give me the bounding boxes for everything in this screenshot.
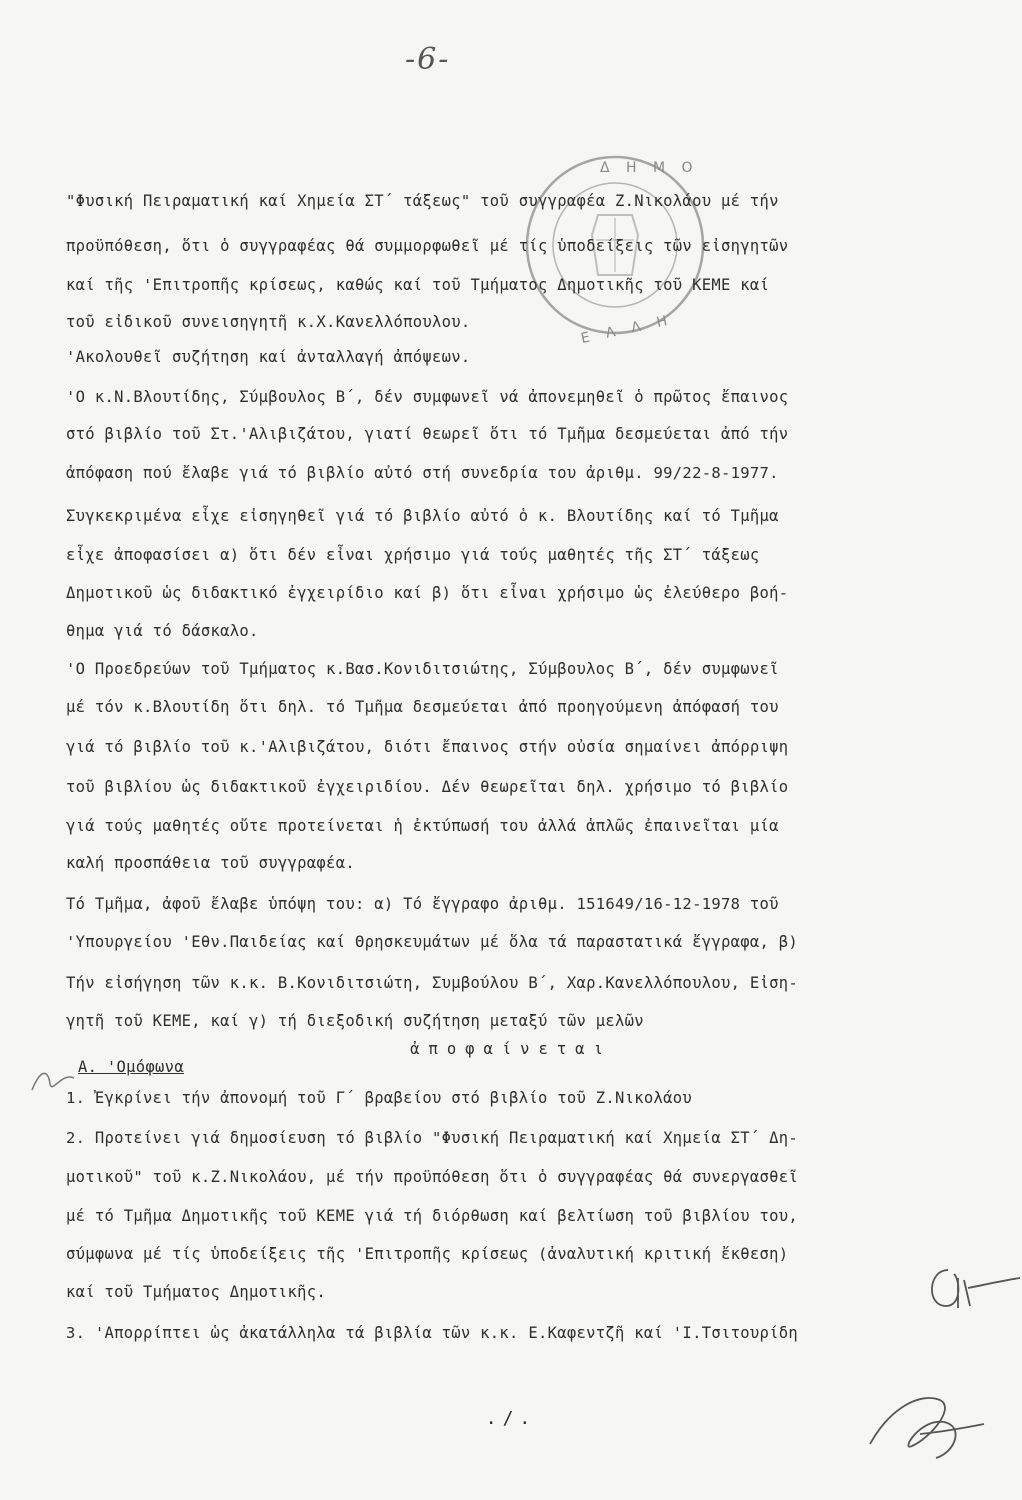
body-line: 'Ακολουθεῖ συζήτηση καί ἀνταλλαγή ἀπόψεων. [66,348,471,366]
body-line: καί τῆς 'Επιτροπῆς κρίσεως, καθώς καί τοῦ Τμήματος Δημοτικῆς τοῦ ΚΕΜΕ καί [66,276,770,294]
body-line: Συγκεκριμένα εἶχε εἰσηγηθεῖ γιά τό βιβλίο αὐτό ὁ κ. Βλουτίδης καί τό Τμῆμα [66,507,779,525]
continuation-mark: ./. [485,1408,537,1429]
svg-text:Ε Λ Λ Η: Ε Λ Λ Η [579,311,675,348]
body-line: 'Ο Προεδρεύων τοῦ Τμήματος κ.Βασ.Κονιδιτσιώτης, Σύμβουλος Β΄, δέν συμφωνεῖ [66,660,779,678]
body-line: 'Ο κ.Ν.Βλουτίδης, Σύμβουλος Β΄, δέν συμφωνεῖ νά ἀπονεμηθεῖ ὁ πρῶτος ἔπαινος [66,388,789,406]
body-line: Δημοτικοῦ ὡς διδακτικό ἐγχειρίδιο καί β) ὅτι εἶναι χρήσιμο ὡς ἐλεύθερο βοή- [66,584,789,602]
decision-item: 2. Προτείνει γιά δημοσίευση τό βιβλίο "Φυσική Πειραματική καί Χημεία ΣΤ΄ Δη- [66,1129,799,1147]
body-line: καλή προσπάθεια τοῦ συγγραφέα. [66,854,355,872]
body-line: 'Υπουργείου 'Εθν.Παιδείας καί Θρησκευμάτων μέ ὅλα τά παραστατικά ἔγγραφα, β) [66,933,799,951]
margin-initial-icon [28,1060,78,1100]
body-line: γητῆ τοῦ ΚΕΜΕ, καί γ) τή διεξοδική συζήτηση μεταξύ τῶν μελῶν [66,1012,644,1030]
decision-item: 1. Ἐγκρίνει τήν ἀπονομή τοῦ Γ΄ βραβείου στό βιβλίο τοῦ Ζ.Νικολάου [66,1089,693,1107]
decision-item: σύμφωνα μέ τίς ὑποδείξεις τῆς 'Επιτροπῆς κρίσεως (ἀναλυτική κριτική ἔκθεση) [66,1245,789,1263]
body-line: προϋπόθεση, ὅτι ὁ συγγραφέας θά συμμορφωθεῖ μέ τίς ὑποδείξεις τῶν εἰσηγητῶν [66,237,789,255]
body-line: θημα γιά τό δάσκαλο. [66,622,259,640]
body-line: γιά τούς μαθητές οὔτε προτείνεται ἡ ἐκτύπωσή του ἀλλά ἁπλῶς ἐπαινεῖται μία [66,817,779,835]
body-line: τοῦ βιβλίου ὡς διδακτικοῦ ἐγχειριδίου. Δέν θεωρεῖται δηλ. χρήσιμο τό βιβλίο [66,778,789,796]
svg-text:Δ Η Μ Ο: Δ Η Μ Ο [600,160,699,176]
signature-icon [918,1258,1022,1318]
body-line: ἀπόφαση πού ἔλαβε γιά τό βιβλίο αὐτό στή συνεδρία του ἀριθμ. 99/22-8-1977. [66,464,779,482]
body-line: μέ τόν κ.Βλουτίδη ὅτι δηλ. τό Τμῆμα δεσμεύεται ἀπό προηγούμενη ἀπόφασή του [66,698,779,716]
decision-item: καί τοῦ Τμήματος Δημοτικῆς. [66,1283,327,1301]
decision-item: μοτικοῦ" τοῦ κ.Ζ.Νικολάου, μέ τήν προϋπόθεση ὅτι ὁ συγγραφέας θά συνεργασθεῖ [66,1168,799,1186]
body-line: γιά τό βιβλίο τοῦ κ.'Αλιβιζάτου, διότι ἔπαινος στήν οὐσία σημαίνει ἀπόρριψη [66,738,789,756]
body-line: τοῦ εἰδικοῦ συνεισηγητῆ κ.Χ.Κανελλόπουλου. [66,313,471,331]
page-number: -6- [405,42,451,77]
section-a-heading: Α. 'Ομόφωνα [78,1058,184,1076]
signature-icon [860,1388,990,1468]
body-line: Τήν εἰσήγηση τῶν κ.κ. Β.Κονιδιτσιώτη, Συμβούλου Β΄, Χαρ.Κανελλόπουλου, Εἰση- [66,974,799,992]
body-line: Τό Τμῆμα, ἀφοῦ ἔλαβε ὑπόψη του: α) Τό ἔγγραφο ἀριθμ. 151649/16-12-1978 τοῦ [66,895,779,913]
body-line: "Φυσική Πειραματική καί Χημεία ΣΤ΄ τάξεως" τοῦ συγγραφέα Ζ.Νικολάου μέ τήν [66,192,779,210]
body-line: στό βιβλίο τοῦ Στ.'Αλιβιζάτου, γιατί θεωρεῖ ὅτι τό Τμῆμα δεσμεύεται ἀπό τήν [66,425,789,443]
decision-item: μέ τό Τμῆμα Δημοτικῆς τοῦ ΚΕΜΕ γιά τή διόρθωση καί βελτίωση τοῦ βιβλίου του, [66,1207,799,1225]
decision-item: 3. 'Απορρίπτει ὡς ἀκατάλληλα τά βιβλία τῶν κ.κ. Ε.Καφεντζῆ καί 'Ι.Τσιτουρίδη [66,1324,799,1342]
decision-heading: ἀποφαίνεται [410,1040,612,1058]
body-line: εἶχε ἀποφασίσει α) ὅτι δέν εἶναι χρήσιμο γιά τούς μαθητές τῆς ΣΤ΄ τάξεως [66,546,760,564]
